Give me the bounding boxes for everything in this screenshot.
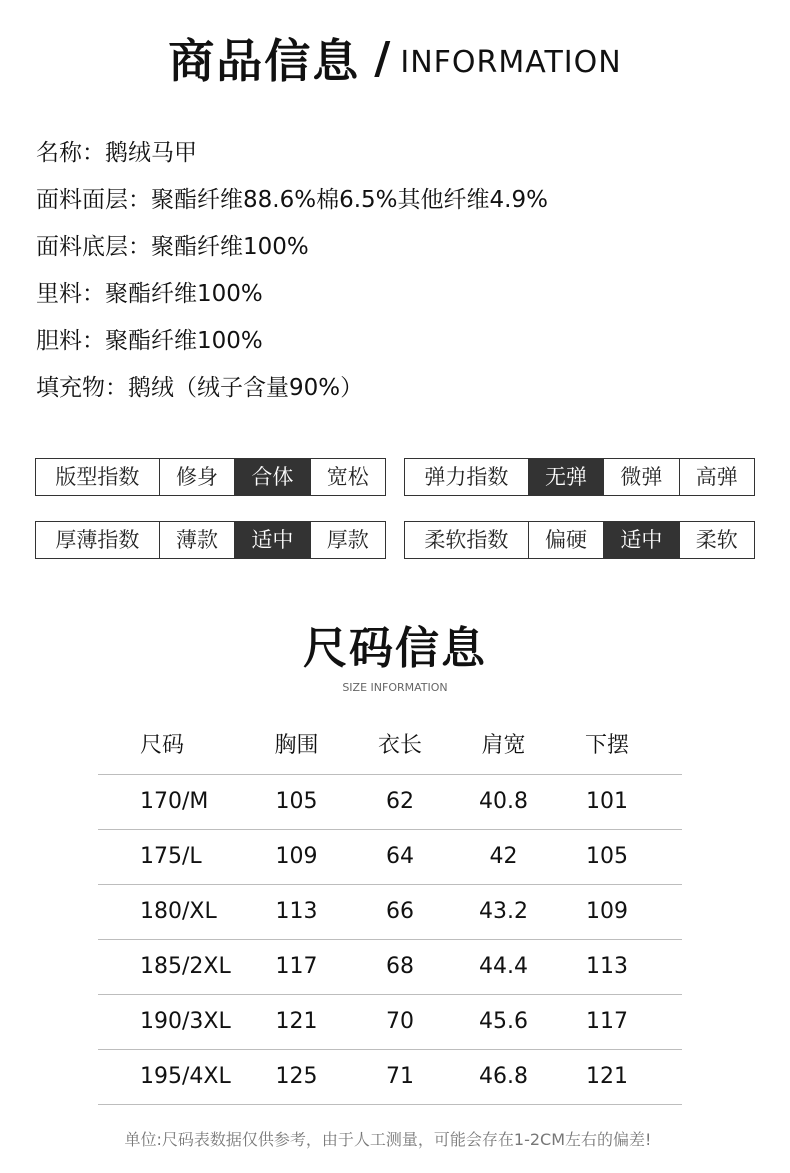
measurement-note: 单位:尺码表数据仅供参考，由于人工测量，可能会存在1-2CM左右的偏差!: [124, 1130, 652, 1149]
thickness-option: 薄款: [159, 522, 234, 558]
table-cell: 185/2XL: [140, 954, 231, 979]
table-cell: 40.8: [479, 789, 528, 814]
table-cell: 44.4: [479, 954, 528, 979]
info-row-base-fabric: [36, 224, 756, 271]
info-row-name: [36, 130, 756, 177]
elasticity-index-title: 弹力指数: [424, 465, 509, 489]
info-value: 聚酯纤维100%: [105, 328, 263, 354]
table-row: [98, 775, 682, 830]
info-value: 聚酯纤维88.6%棉6.5%其他纤维4.9%: [151, 187, 548, 213]
table-row: [98, 940, 682, 995]
size-section-subtitle: SIZE INFORMATION: [342, 681, 448, 694]
table-cell: 109: [275, 844, 318, 869]
table-cell: 71: [386, 1064, 414, 1089]
column-header: 下摆: [584, 733, 629, 758]
info-row-lining: [36, 271, 756, 318]
header-title: 商品信息: [168, 34, 361, 88]
thickness-option: 厚款: [310, 522, 385, 558]
table-cell: 117: [586, 1009, 628, 1034]
thickness-index-title: 厚薄指数: [55, 528, 140, 552]
size-section-title: 尺码信息: [303, 623, 487, 674]
table-cell: 46.8: [479, 1064, 528, 1089]
table-cell: 42: [489, 844, 518, 869]
column-header: 尺码: [140, 733, 185, 758]
table-cell: 68: [386, 954, 414, 979]
table-cell: 64: [386, 844, 414, 869]
table-cell: 121: [586, 1064, 628, 1089]
table-cell: 175/L: [140, 844, 202, 869]
table-cell: 70: [386, 1009, 414, 1034]
table-cell: 195/4XL: [140, 1064, 231, 1089]
fit-option-selected: 合体: [234, 459, 309, 495]
elasticity-option-selected: 无弹: [528, 459, 603, 495]
softness-index-title: 柔软指数: [424, 528, 509, 552]
info-label: 面料底层：: [36, 234, 151, 260]
info-row-filling: [36, 365, 756, 412]
header-slash: /: [374, 32, 391, 84]
product-info-list: [36, 130, 756, 412]
table-row: [98, 1050, 682, 1105]
info-label: 填充物：: [36, 375, 128, 401]
elasticity-option: 高弹: [679, 459, 754, 495]
table-cell: 105: [275, 789, 318, 814]
table-cell: 117: [275, 954, 318, 979]
info-label: 里料：: [36, 281, 105, 307]
section-header-information: [0, 25, 790, 95]
softness-option: 柔软: [679, 522, 754, 558]
table-cell: 113: [586, 954, 628, 979]
size-table: [98, 721, 682, 1105]
thickness-index-table: [35, 521, 386, 559]
elasticity-option: 微弹: [603, 459, 678, 495]
table-cell: 101: [586, 789, 628, 814]
info-label: 名称：: [36, 140, 105, 166]
info-row-outer-fabric: [36, 177, 756, 224]
column-header: 肩宽: [481, 733, 526, 758]
elasticity-index-table: [404, 458, 755, 496]
softness-index-table: [404, 521, 755, 559]
info-value: 鹅绒（绒子含量90%）: [128, 375, 364, 401]
header-subtitle: INFORMATION: [400, 44, 622, 80]
table-row: [98, 885, 682, 940]
table-cell: 66: [386, 899, 414, 924]
table-cell: 105: [586, 844, 628, 869]
table-cell: 121: [275, 1009, 318, 1034]
fit-option: 宽松: [310, 459, 385, 495]
table-cell: 180/XL: [140, 899, 217, 924]
table-cell: 43.2: [479, 899, 528, 924]
table-cell: 125: [275, 1064, 318, 1089]
info-label: 面料面层：: [36, 187, 151, 213]
info-label: 胆料：: [36, 328, 105, 354]
info-value: 聚酯纤维100%: [105, 281, 263, 307]
info-row-inner-liner: [36, 318, 756, 365]
column-header: 衣长: [377, 733, 422, 758]
table-cell: 62: [386, 789, 414, 814]
table-cell: 190/3XL: [140, 1009, 231, 1034]
table-cell: 45.6: [479, 1009, 528, 1034]
table-row: [98, 995, 682, 1050]
info-value: 聚酯纤维100%: [151, 234, 309, 260]
table-row: [98, 830, 682, 885]
size-table-header: [98, 721, 682, 775]
thickness-option-selected: 适中: [234, 522, 309, 558]
fit-index-table: [35, 458, 386, 496]
fit-option: 修身: [159, 459, 234, 495]
info-value: 鹅绒马甲: [105, 140, 197, 166]
column-header: 胸围: [274, 733, 319, 758]
softness-option-selected: 适中: [603, 522, 678, 558]
softness-option: 偏硬: [528, 522, 603, 558]
table-cell: 109: [586, 899, 628, 924]
fit-index-title: 版型指数: [55, 465, 140, 489]
table-cell: 170/M: [140, 789, 209, 814]
table-cell: 113: [275, 899, 318, 924]
